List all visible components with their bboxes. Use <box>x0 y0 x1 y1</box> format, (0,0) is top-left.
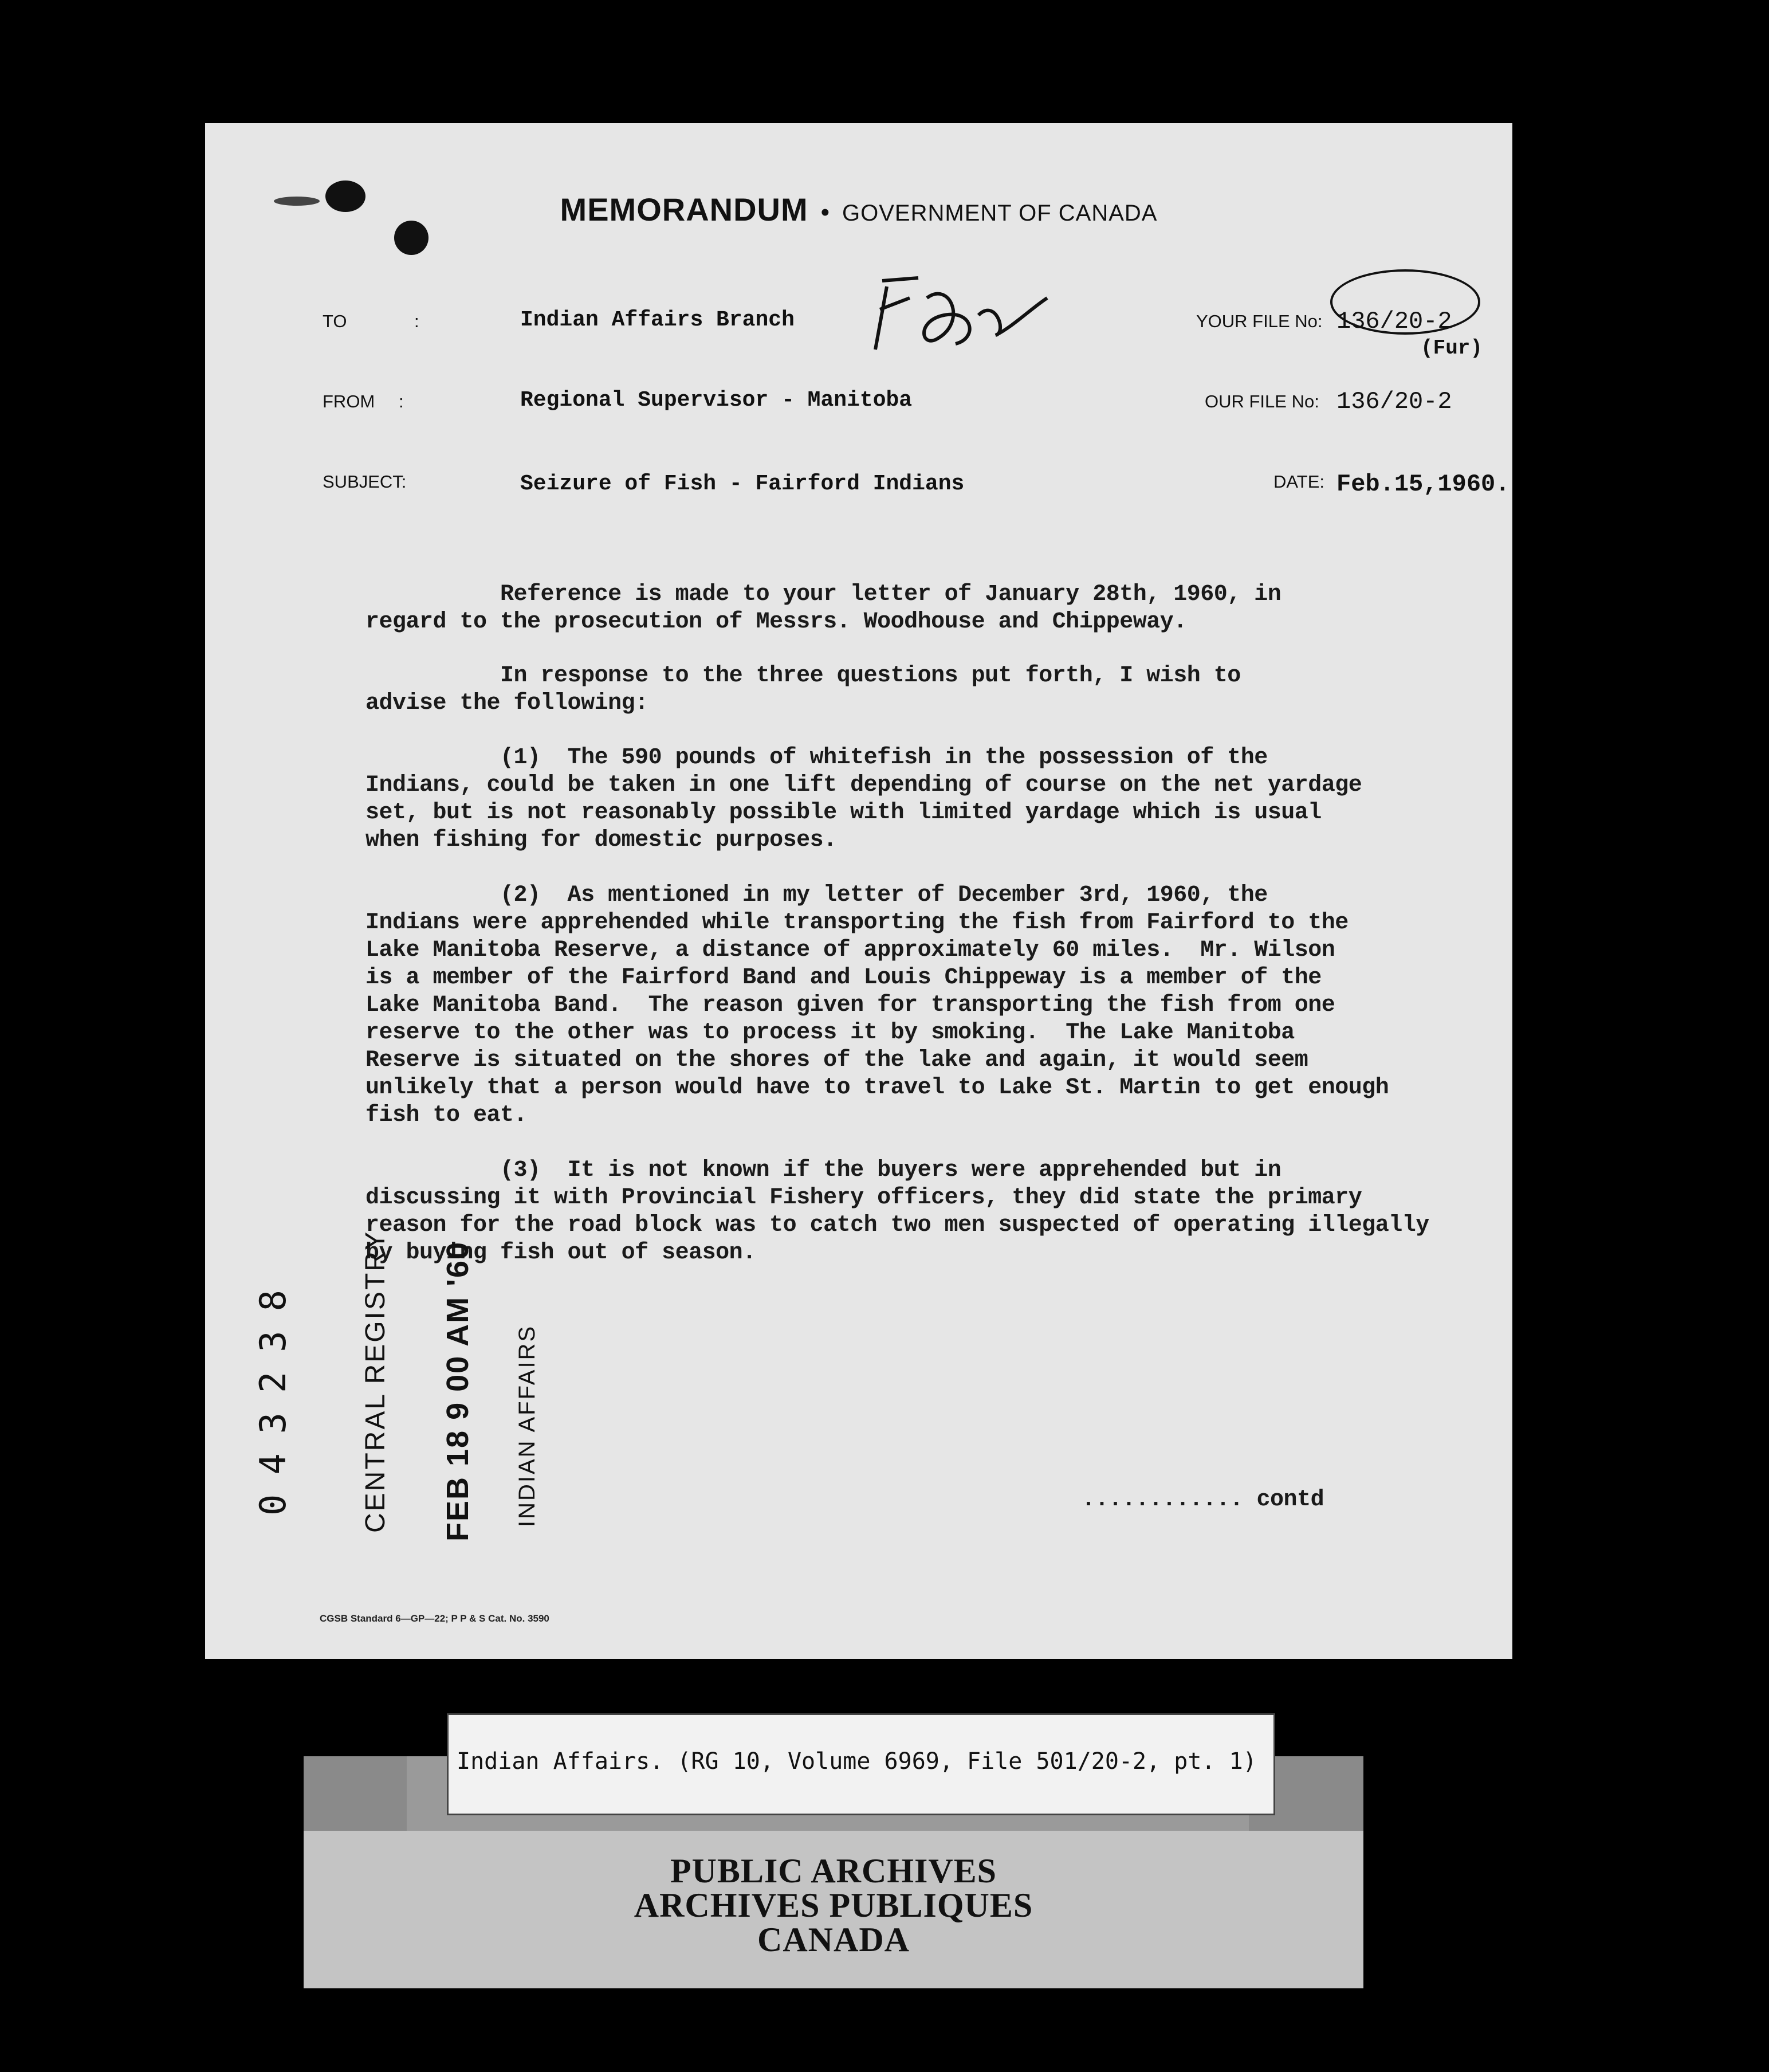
to-value: Indian Affairs Branch <box>520 308 795 332</box>
archive-stamp-area <box>304 1831 1363 1988</box>
body-line: fish to eat. <box>365 1102 528 1128</box>
to-label: TO <box>323 311 347 331</box>
our-file-label: OUR FILE No: <box>1205 391 1319 411</box>
body-line: reason for the road block was to catch two men suspected of operating illegally <box>365 1212 1429 1238</box>
body-line: Lake Manitoba Reserve, a distance of approximately 60 miles. Mr. Wilson <box>365 937 1335 963</box>
memo-page <box>205 123 1512 1659</box>
archive-reference-label <box>447 1713 1275 1815</box>
body-line: discussing it with Provincial Fishery officers, they did state the primary <box>365 1185 1362 1211</box>
body-line: Reserve is situated on the shores of the lake and again, it would seem <box>365 1047 1308 1073</box>
from-label: FROM <box>323 391 375 411</box>
subject-value: Seizure of Fish - Fairford Indians <box>520 472 965 496</box>
body-line: when fishing for domestic purposes. <box>365 827 837 853</box>
memo-header <box>205 191 1512 228</box>
archive-line-1: PUBLIC ARCHIVES <box>670 1852 997 1890</box>
body-line: by buying fish out of season. <box>365 1240 756 1266</box>
your-file-label: YOUR FILE No: <box>1196 311 1323 331</box>
body-line: (1) The 590 pounds of whitefish in the possession of the <box>365 745 1268 771</box>
archive-reference: Indian Affairs. (RG 10, Volume 6969, File 501/20-2, pt. 1) <box>457 1748 1257 1775</box>
date-value: Feb.15,1960. <box>1336 470 1510 498</box>
body-line: is a member of the Fairford Band and Louis Chippeway is a member of the <box>365 965 1322 991</box>
body-line: advise the following: <box>365 690 648 716</box>
to-colon: : <box>414 311 419 331</box>
subject-label: SUBJECT: <box>323 472 407 492</box>
stamp-datetime: FEB 18 9 00 AM '60 <box>441 1241 475 1541</box>
body-line: regard to the prosecution of Messrs. Woodhouse and Chippeway. <box>365 609 1187 635</box>
contd: ............ contd <box>1082 1487 1324 1513</box>
body-line: set, but is not reasonably possible with limited yardage which is usual <box>365 800 1322 826</box>
body-line: (3) It is not known if the buyers were apprehended but in <box>365 1157 1281 1183</box>
memo-org: GOVERNMENT OF CANADA <box>842 201 1158 226</box>
form-footer: CGSB Standard 6—GP—22; P P & S Cat. No. 3590 <box>320 1613 549 1624</box>
body-line: Reference is made to your letter of January 28th, 1960, in <box>365 582 1281 607</box>
stamp-dept: INDIAN AFFAIRS <box>514 1324 540 1527</box>
stamp-number: 043238 <box>252 1270 294 1516</box>
archive-line-3: CANADA <box>757 1921 910 1959</box>
body-line: (2) As mentioned in my letter of December 3rd, 1960, the <box>365 882 1268 908</box>
our-file-value: 136/20-2 <box>1336 388 1452 415</box>
from-value: Regional Supervisor - Manitoba <box>520 388 913 413</box>
archive-line-2: ARCHIVES PUBLIQUES <box>634 1886 1033 1924</box>
body-line: unlikely that a person would have to travel to Lake St. Martin to get enough <box>365 1075 1389 1101</box>
your-file-note: (Fur) <box>1421 336 1483 360</box>
your-file-value: 136/20-2 <box>1336 308 1452 335</box>
body-line: In response to the three questions put forth, I wish to <box>365 663 1241 689</box>
handwritten-initials <box>864 275 1053 355</box>
stamp-registry: CENTRAL REGISTRY <box>360 1230 391 1533</box>
body-line: Indians were apprehended while transporting the fish from Fairford to the <box>365 910 1349 936</box>
date-label: DATE: <box>1273 472 1324 492</box>
body-line: Lake Manitoba Band. The reason given for transporting the fish from one <box>365 992 1335 1018</box>
from-colon: : <box>399 391 404 411</box>
body-line: reserve to the other was to process it by smoking. The Lake Manitoba <box>365 1020 1295 1046</box>
header-bullet: • <box>820 198 830 226</box>
memo-title: MEMORANDUM <box>560 191 808 227</box>
body-line: Indians, could be taken in one lift depending of course on the net yardage <box>365 772 1362 798</box>
